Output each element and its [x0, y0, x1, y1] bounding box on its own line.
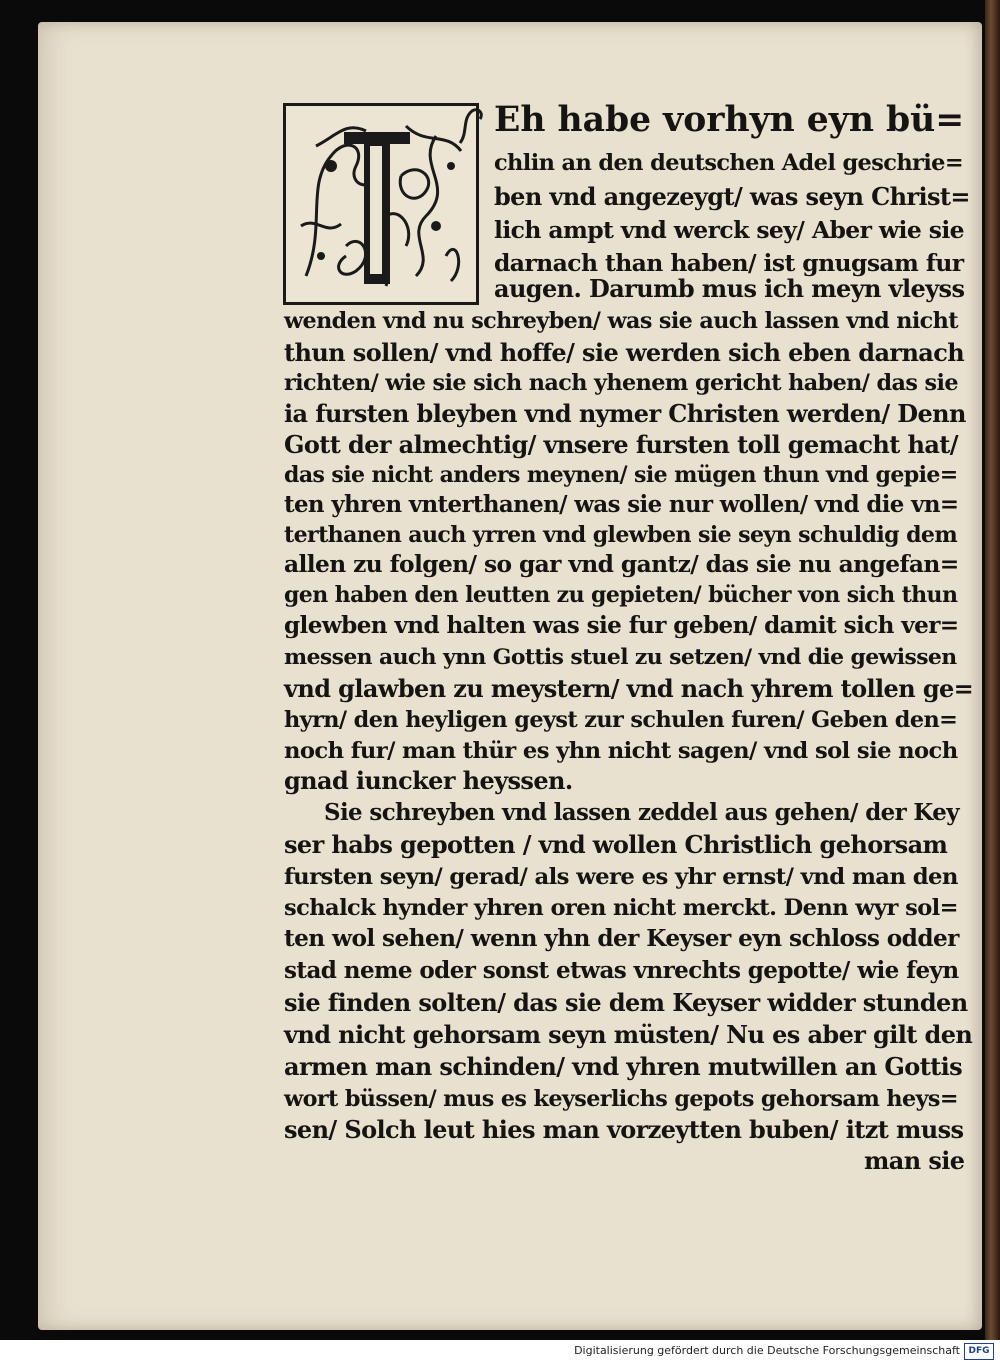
text-line: vnd glawben zu meystern/ vnd nach yhrem tollen ge= — [284, 674, 974, 703]
text-line: sen/ Solch leut hies man vorzeytten buben/ itzt muss — [284, 1115, 964, 1144]
text-line: ten wol sehen/ wenn yhn der Keyser eyn schloss odder — [284, 925, 959, 952]
digitization-footer — [0, 1340, 1000, 1362]
funding-credit: Digitalisierung gefördert durch die Deutsche Forschungsgemeinschaft — [574, 1344, 960, 1357]
text-line: Eh habe vorhyn eyn bü= — [494, 100, 965, 140]
catchword: man sie — [864, 1146, 965, 1175]
text-line: gen haben den leutten zu gepieten/ bücher von sich thun — [284, 582, 958, 608]
text-line: lich ampt vnd werck sey/ Aber wie sie — [494, 216, 965, 244]
initial-letter-flourish — [458, 103, 488, 149]
text-line: augen. Darumb mus ich meyn vleyss — [494, 274, 965, 303]
text-line: armen man schinden/ vnd yhren mutwillen an Gottis — [284, 1052, 963, 1081]
text-line: ben vnd angezeygt/ was seyn Christ= — [494, 182, 970, 211]
text-line: ia fursten bleyben vnd nymer Christen werden/ Denn — [284, 399, 966, 428]
text-line: messen auch ynn Gottis stuel zu setzen/ vnd die gewissen — [284, 644, 957, 670]
text-line: darnach than haben/ ist gnugsam fur — [494, 249, 964, 277]
book-page-edge — [985, 0, 1000, 1340]
text-line: glewben vnd halten was sie fur geben/ damit sich ver= — [284, 612, 959, 639]
text-line: Sie schreyben vnd lassen zeddel aus gehen/ der Key — [324, 799, 959, 826]
text-line: thun sollen/ vnd hoffe/ sie werden sich eben darnach — [284, 338, 965, 367]
text-line: terthanen auch yrren vnd glewben sie seyn schuldig dem — [284, 522, 958, 548]
text-line: gnad iuncker heyssen. — [284, 766, 573, 795]
text-line: das sie nicht anders meynen/ sie mügen thun vnd gepie= — [284, 462, 958, 488]
text-line: sie finden solten/ das sie dem Keyser widder stunden — [284, 988, 968, 1017]
text-line: Gott der almechtig/ vnsere fursten toll gemacht hat/ — [284, 430, 958, 459]
text-line: fursten seyn/ gerad/ als were es yhr ernst/ vnd man den — [284, 864, 958, 890]
text-line: vnd nicht gehorsam seyn müsten/ Nu es aber gilt den — [284, 1020, 973, 1049]
text-line: ser habs gepotten / vnd wollen Christlich gehorsam — [284, 830, 948, 859]
dfg-logo: DFG — [964, 1343, 994, 1360]
text-line: hyrn/ den heyligen geyst zur schulen furen/ Geben den= — [284, 707, 958, 733]
text-line: richten/ wie sie sich nach yhenem gericht haben/ das sie — [284, 370, 958, 396]
text-line: stad neme oder sonst etwas vnrechts gepotte/ wie feyn — [284, 957, 959, 984]
decorated-initial-letter — [283, 103, 479, 305]
text-line: chlin an den deutschen Adel geschrie= — [494, 150, 964, 176]
text-line: ten yhren vnterthanen/ was sie nur wollen/ vnd die vn= — [284, 492, 959, 518]
text-line: schalck hynder yhren oren nicht merckt. Denn wyr sol= — [284, 895, 958, 921]
text-line: noch fur/ man thür es yhn nicht sagen/ vnd sol sie noch — [284, 738, 958, 764]
text-line: wort büssen/ mus es keyserlichs gepots gehorsam heys= — [284, 1086, 958, 1112]
text-line: wenden vnd nu schreyben/ was sie auch lassen vnd nicht — [284, 308, 958, 334]
text-line: allen zu folgen/ so gar vnd gantz/ das sie nu angefan= — [284, 551, 959, 578]
